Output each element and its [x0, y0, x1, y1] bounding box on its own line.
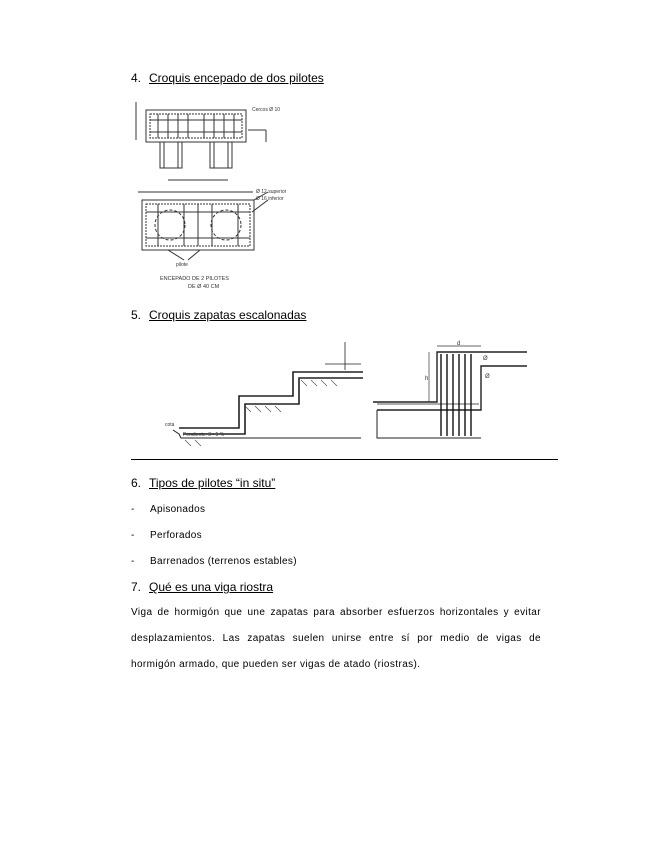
- label-h: h: [425, 376, 429, 382]
- section-number: 7.: [131, 580, 142, 594]
- label-d: d: [457, 341, 461, 347]
- reinforcement-outline: [150, 114, 242, 138]
- list-item-text: Apisonados: [150, 504, 206, 515]
- label-armadura-superior: Ø 12 superior: [256, 189, 287, 195]
- footing-top-edge: [373, 352, 527, 402]
- section-heading-7: [131, 580, 273, 594]
- section-number: 4.: [131, 71, 142, 85]
- pile-plan-left: [155, 210, 185, 240]
- label-pilote: pilote: [176, 262, 188, 268]
- section-title: Croquis zapatas escalonadas: [149, 308, 307, 322]
- list-item: [131, 504, 205, 515]
- encepado-elevation: [146, 110, 246, 142]
- label-phi-2: Ø: [485, 374, 490, 380]
- section-title: Qué es una viga riostra: [149, 580, 274, 594]
- label-phi-1: Ø: [483, 356, 488, 362]
- list-item-text: Barrenados (terrenos estables): [150, 556, 297, 567]
- bullet-marker: -: [131, 530, 135, 541]
- figure-zapatas-escalonadas: [165, 340, 365, 456]
- figure-caption-line2: DE Ø 40 CM: [188, 284, 220, 290]
- figure-caption-line1: ENCEPADO DE 2 PILOTES: [160, 276, 229, 282]
- stepped-footing-bottom: [183, 378, 363, 434]
- figure-encepado-dos-pilotes: [128, 100, 288, 290]
- rebar-bundle: [441, 354, 471, 436]
- label-cercos: Cercos Ø 10: [252, 107, 281, 113]
- section-number: 6.: [131, 476, 142, 490]
- label-pendiente: Pendiente: 3 - 5 %: [183, 432, 225, 438]
- list-item: [131, 530, 202, 541]
- list-item-text: Perforados: [150, 530, 202, 541]
- list-item: [131, 556, 297, 567]
- section-number: 5.: [131, 308, 142, 322]
- label-armadura-inferior: Ø 16 inferior: [256, 196, 284, 202]
- section-heading-6: [131, 476, 275, 490]
- section-title: Tipos de pilotes “in situ”: [149, 476, 276, 490]
- riostra-paragraph: Viga de hormigón que une zapatas para absorber esfuerzos horizontales y evitar desplazamientos. Las zapatas suelen unirse entre sí por medio de vigas de hormigón armado, que pueden ser vigas de atado (riostras).: [131, 607, 541, 670]
- section-heading-4: [131, 71, 324, 85]
- bullet-marker: -: [131, 504, 135, 515]
- horizontal-rule: [131, 459, 558, 460]
- footing-bottom-edge: [377, 366, 527, 410]
- pile-plan-right: [211, 210, 241, 240]
- section-title: Croquis encepado de dos pilotes: [149, 71, 324, 85]
- label-cota: cota: [165, 422, 175, 428]
- pile-right: [210, 142, 232, 168]
- stepped-footing-top: [179, 372, 363, 428]
- section-heading-5: [131, 308, 306, 322]
- pile-left: [160, 142, 182, 168]
- figure-zapata-armado: [371, 340, 531, 452]
- bullet-marker: -: [131, 556, 135, 567]
